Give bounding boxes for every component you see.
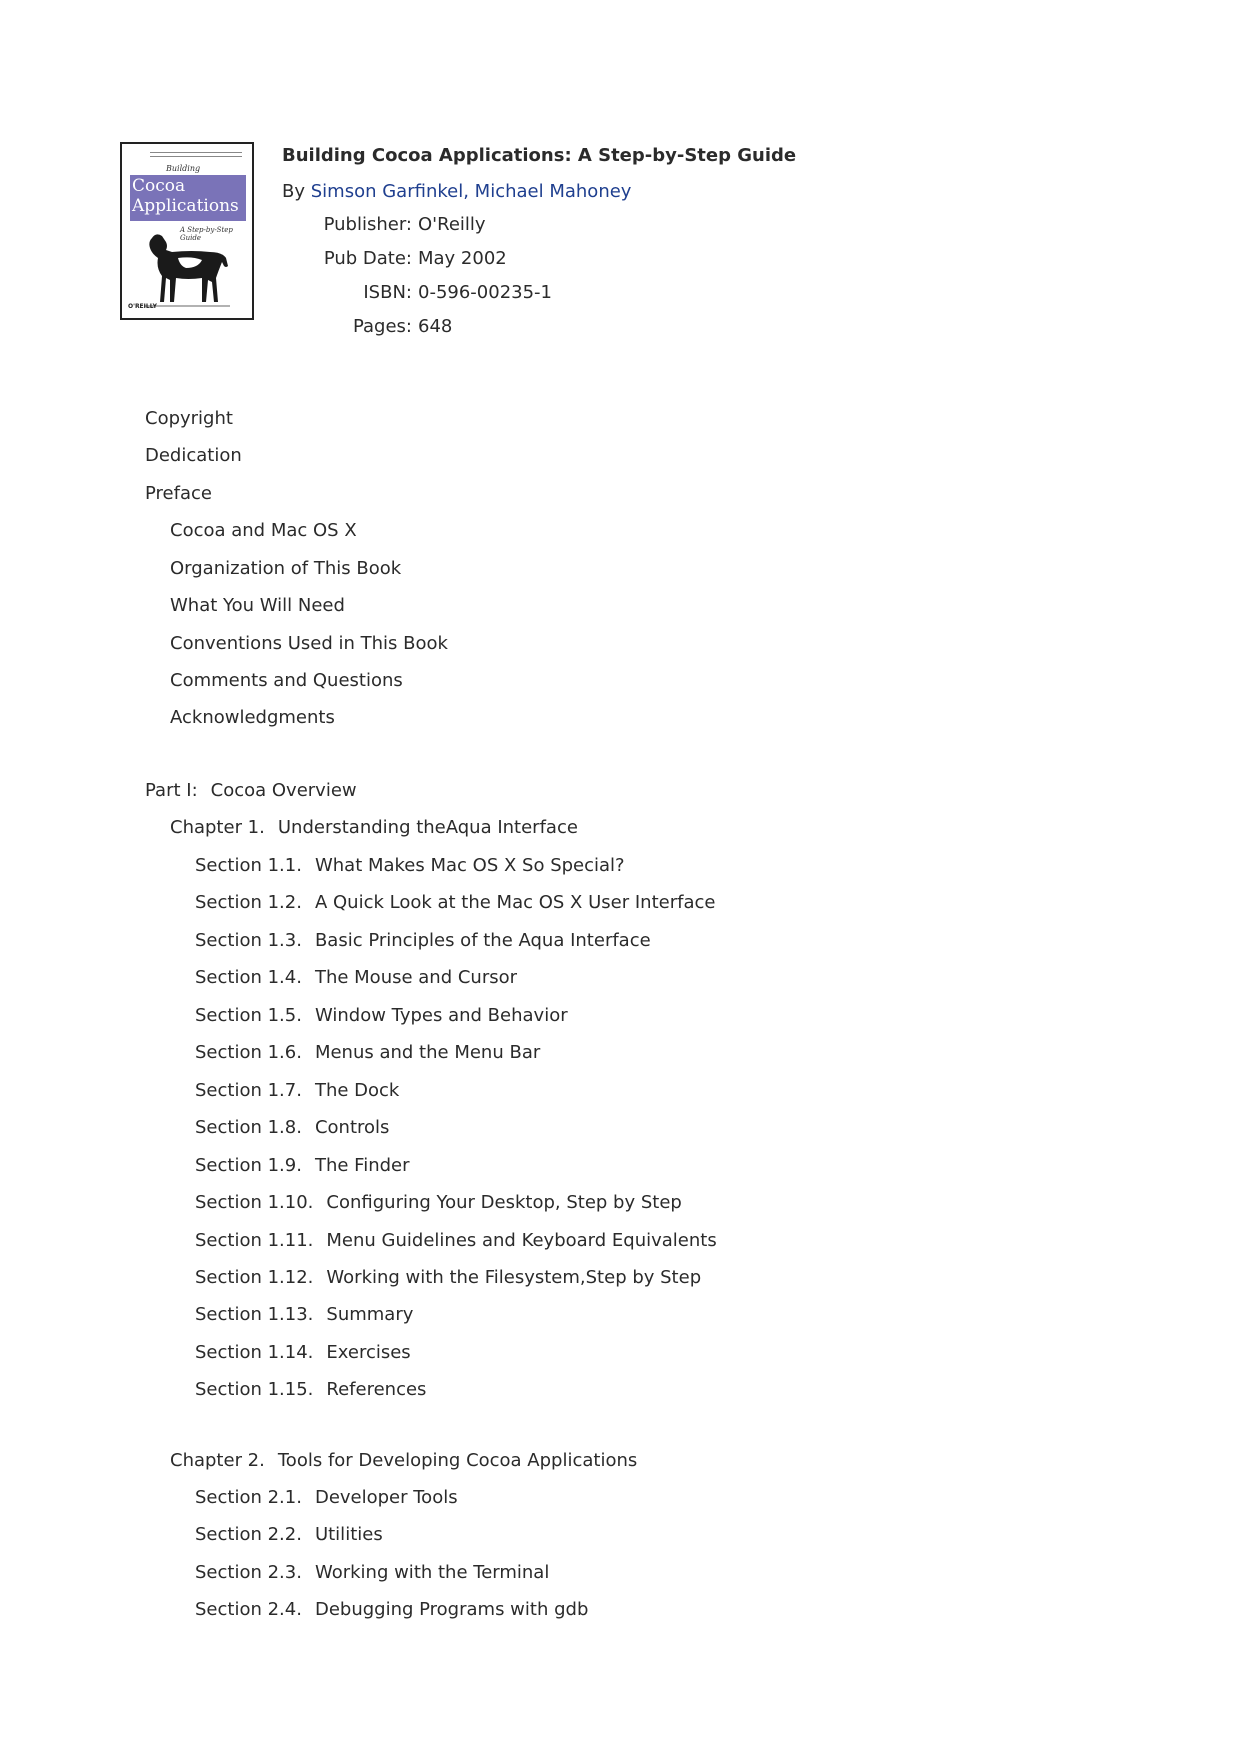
toc-section-number: Section 1.11. — [195, 1229, 314, 1251]
toc-link-section[interactable] — [195, 1562, 549, 1583]
toc-section-title: Working with the Filesystem,Step by Step — [326, 1266, 702, 1288]
pub-date-value: May 2002 — [418, 248, 507, 269]
publisher-value: O'Reilly — [418, 214, 486, 235]
toc-section-title: Exercises — [326, 1341, 411, 1363]
toc-section-number: Section 1.4. — [195, 967, 302, 989]
cover-title-line: Applications — [132, 196, 239, 216]
toc-section-title: The Dock — [314, 1079, 400, 1101]
toc-link-section[interactable] — [195, 1487, 458, 1508]
toc-link-copyright[interactable]: Copyright — [145, 408, 233, 429]
toc-section-title: Working with the Terminal — [314, 1561, 550, 1583]
toc-link-section[interactable] — [195, 892, 715, 913]
toc-link-preface-section[interactable]: Cocoa and Mac OS X — [170, 520, 357, 541]
cover-title-line: Cocoa — [132, 176, 186, 196]
toc-section-number: Section 1.12. — [195, 1266, 314, 1288]
toc-link-section[interactable] — [195, 1342, 411, 1363]
cover-rule — [150, 152, 242, 153]
toc-section-title: Developer Tools — [314, 1487, 458, 1508]
toc-chapter-title: Tools for Developing Cocoa Applications — [277, 1450, 638, 1471]
toc-link-preface-section[interactable]: Comments and Questions — [170, 670, 403, 691]
toc-link-dedication[interactable]: Dedication — [145, 445, 242, 466]
toc-section-title: Menu Guidelines and Keyboard Equivalents — [326, 1229, 717, 1251]
toc-link-part[interactable] — [145, 780, 357, 801]
toc-link-chapter[interactable] — [170, 817, 578, 838]
cover-publisher-logo: O'REILLY — [128, 303, 157, 310]
isbn-value: 0-596-00235-1 — [418, 282, 553, 303]
toc-section-number: Section 1.14. — [195, 1341, 314, 1363]
toc-link-section[interactable] — [195, 1267, 701, 1288]
toc-section-number: Section 1.9. — [195, 1154, 302, 1176]
toc-section-title: Menus and the Menu Bar — [314, 1042, 541, 1064]
toc-section-number: Section 1.15. — [195, 1379, 314, 1401]
toc-section-number: Section 1.6. — [195, 1042, 302, 1064]
toc-section-title: What Makes Mac OS X So Special? — [314, 855, 625, 876]
pages-label: Pages: — [352, 316, 412, 337]
toc-section-title: Basic Principles of the Aqua Interface — [314, 929, 651, 951]
toc-part-title: Cocoa Overview — [210, 780, 357, 801]
toc-section-number: Section 1.8. — [195, 1117, 302, 1139]
toc-link-section[interactable] — [195, 1117, 389, 1138]
isbn-label: ISBN: — [363, 282, 412, 303]
toc-link-section[interactable] — [195, 1005, 568, 1026]
toc-link-section[interactable] — [195, 1042, 540, 1063]
toc-section-title: Utilities — [314, 1524, 383, 1546]
toc-link-section[interactable] — [195, 1192, 682, 1213]
toc-section-number: Section 1.10. — [195, 1192, 314, 1214]
toc-link-preface-section[interactable]: What You Will Need — [170, 595, 345, 616]
toc-section-number: Section 2.1. — [195, 1487, 302, 1508]
toc-link-section[interactable] — [195, 1379, 426, 1400]
byline — [282, 181, 631, 202]
toc-section-number: Section 2.3. — [195, 1561, 302, 1583]
toc-chapter-number: Chapter 2. — [170, 1450, 265, 1471]
toc-section-number: Section 2.4. — [195, 1598, 302, 1620]
toc-section-number: Section 1.3. — [195, 929, 302, 951]
toc-section-title: Configuring Your Desktop, Step by Step — [326, 1192, 682, 1214]
toc-section-title: References — [326, 1379, 427, 1401]
toc-link-section[interactable] — [195, 1599, 588, 1620]
toc-link-preface-section[interactable]: Organization of This Book — [170, 558, 402, 579]
cover-subtitle: A Step-by-Step Guide — [180, 226, 233, 242]
toc-link-section[interactable] — [195, 1304, 413, 1325]
cover-pre-title: Building — [166, 164, 201, 173]
pages-value: 648 — [418, 316, 453, 337]
toc-section-title: A Quick Look at the Mac OS X User Interface — [314, 892, 716, 914]
toc-part-number: Part I: — [145, 780, 198, 801]
author-link[interactable]: Simson Garfinkel — [310, 181, 464, 202]
toc-link-section[interactable] — [195, 1155, 410, 1176]
toc-section-title: Summary — [326, 1304, 414, 1326]
toc-section-title: The Finder — [314, 1154, 410, 1176]
toc-section-number: Section 1.2. — [195, 892, 302, 914]
toc-section-title: Debugging Programs with gdb — [314, 1598, 589, 1620]
dog-illustration-icon — [142, 232, 232, 308]
toc-section-title: Controls — [314, 1117, 390, 1139]
toc-link-preface[interactable]: Preface — [145, 483, 212, 504]
toc-chapter-number: Chapter 1. — [170, 817, 265, 838]
cover-title — [132, 176, 246, 216]
toc-section-number: Section 1.1. — [195, 855, 302, 876]
toc-link-section[interactable] — [195, 1080, 399, 1101]
pub-date-label: Pub Date: — [323, 248, 412, 269]
toc-link-section[interactable] — [195, 930, 651, 951]
toc-section-number: Section 1.13. — [195, 1304, 314, 1326]
toc-section-title: The Mouse and Cursor — [314, 967, 518, 989]
toc-link-preface-section[interactable]: Acknowledgments — [170, 707, 335, 728]
author-link[interactable]: Michael Mahoney — [474, 181, 632, 202]
toc-section-number: Section 2.2. — [195, 1524, 302, 1546]
publisher-label: Publisher: — [323, 214, 412, 235]
toc-chapter-title: Understanding theAqua Interface — [277, 817, 578, 838]
toc-link-section[interactable] — [195, 967, 517, 988]
toc-link-chapter[interactable] — [170, 1450, 637, 1471]
toc-section-number: Section 1.7. — [195, 1079, 302, 1101]
toc-link-section[interactable] — [195, 855, 625, 876]
book-cover-image — [120, 142, 254, 320]
book-title: Building Cocoa Applications: A Step-by-Step Guide — [282, 145, 797, 166]
toc-section-number: Section 1.5. — [195, 1004, 302, 1026]
toc-link-section[interactable] — [195, 1230, 717, 1251]
toc-link-section[interactable] — [195, 1524, 383, 1545]
author-separator: , — [463, 181, 475, 202]
by-label: By — [282, 181, 306, 202]
toc-section-title: Window Types and Behavior — [314, 1004, 568, 1026]
toc-link-preface-section[interactable]: Conventions Used in This Book — [170, 633, 448, 654]
cover-rule — [150, 156, 242, 157]
